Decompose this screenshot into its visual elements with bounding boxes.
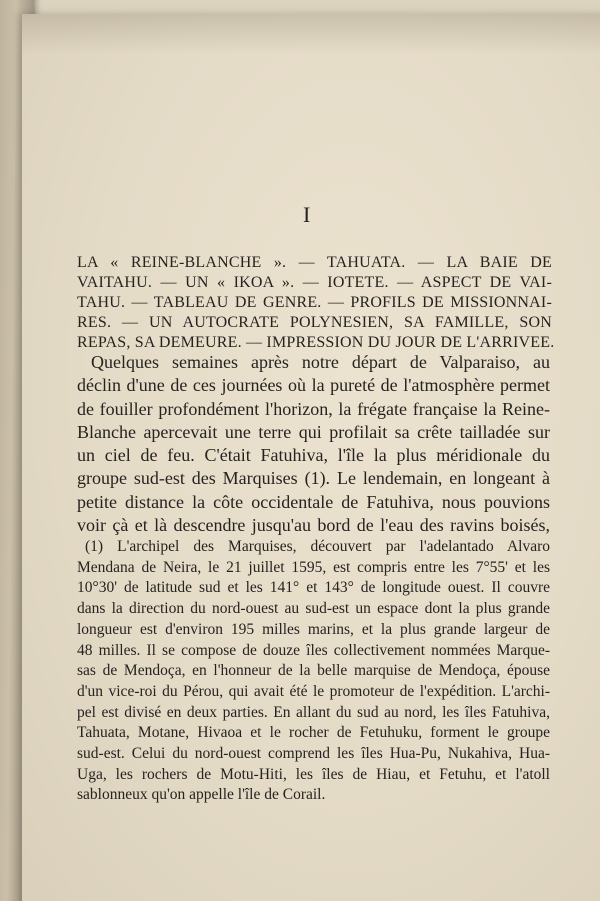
body-line: Blanche apercevait une terre qui profilait sa crête tailladée sur bbox=[77, 421, 550, 442]
chapter-number: I bbox=[303, 202, 311, 227]
footnote-line: Tahuata, Motane, Hivaoa et le rocher de Fetuhuku, forment le groupe bbox=[77, 724, 550, 742]
body-line: groupe sud-est des Marquises (1). Le lendemain, en longeant à bbox=[77, 468, 550, 489]
chapter-summary bbox=[77, 253, 555, 353]
body-line: un ciel de feu. C'était Fatuhiva, l'île la plus méridionale du bbox=[77, 445, 550, 466]
body-paragraph bbox=[77, 351, 550, 537]
footnote-line: 10°30' de latitude sud et les 141° et 143° de longitude ouest. Il couvre bbox=[77, 579, 550, 597]
footnote-line: d'un vice-roi du Pérou, qui avait été le promoteur de l'expédition. L'archi- bbox=[77, 682, 550, 700]
summary-line: RES. — UN AUTOCRATE POLYNESIEN, SA FAMILLE, SON bbox=[77, 314, 552, 331]
summary-line: LA « REINE-BLANCHE ». — TAHUATA. — LA BAIE DE bbox=[77, 254, 552, 271]
footnote-line: dans la direction du nord-ouest au sud-est un espace dont la plus grande bbox=[77, 600, 550, 618]
footnote-line: 48 milles. Il se compose de douze îles collectivement nommées Marque- bbox=[77, 641, 550, 659]
summary-line: TAHU. — TABLEAU DE GENRE. — PROFILS DE MISSIONNAI- bbox=[77, 294, 552, 311]
footnote bbox=[77, 537, 550, 806]
body-line: voir çà et là descendre jusqu'au bord de l'eau des ravins boisés, bbox=[77, 515, 550, 536]
body-line: Quelques semaines après notre départ de Valparaiso, au bbox=[91, 352, 550, 372]
body-line: petite distance la côte occidentale de Fatuhiva, nous pouvions bbox=[77, 491, 550, 512]
footnote-line: pel est divisé en deux parties. En allant du sud au nord, les îles Fatuhiva, bbox=[77, 703, 550, 721]
footnote-line: Mendana de Neira, le 21 juillet 1595, est compris entre les 7°55' et les bbox=[77, 558, 550, 576]
footnote-line: longueur est d'environ 195 milles marins, et la plus grande largeur de bbox=[77, 620, 550, 638]
footnote-line: Uga, les rochers de Motu-Hiti, les îles de Hiau, et Fetuhu, et l'atoll bbox=[77, 765, 550, 783]
summary-line: VAITAHU. — UN « IKOA ». — IOTETE. — ASPECT DE VAI- bbox=[77, 274, 552, 291]
body-line: de fouiller profondément l'horizon, la frégate française la Reine- bbox=[77, 398, 550, 419]
footnote-line: (1) L'archipel des Marquises, découvert par l'adelantado Alvaro bbox=[85, 538, 550, 555]
footnote-line: sablonneux qu'on appelle l'île de Corail. bbox=[77, 786, 326, 804]
footnote-line: sud-est. Celui du nord-ouest comprend les îles Hua-Pu, Nukahiva, Hua- bbox=[77, 745, 550, 763]
book-page bbox=[22, 14, 600, 901]
footnote-line: sas de Mendoça, en l'honneur de la belle marquise de Mendoça, épouse bbox=[77, 662, 550, 680]
summary-line: REPAS, SA DEMEURE. — IMPRESSION DU JOUR DE L'ARRIVEE. bbox=[77, 334, 555, 351]
body-line: déclin d'une de ces journées où la pureté de l'atmosphère permet bbox=[77, 375, 550, 396]
page-top-shadow bbox=[22, 14, 600, 54]
